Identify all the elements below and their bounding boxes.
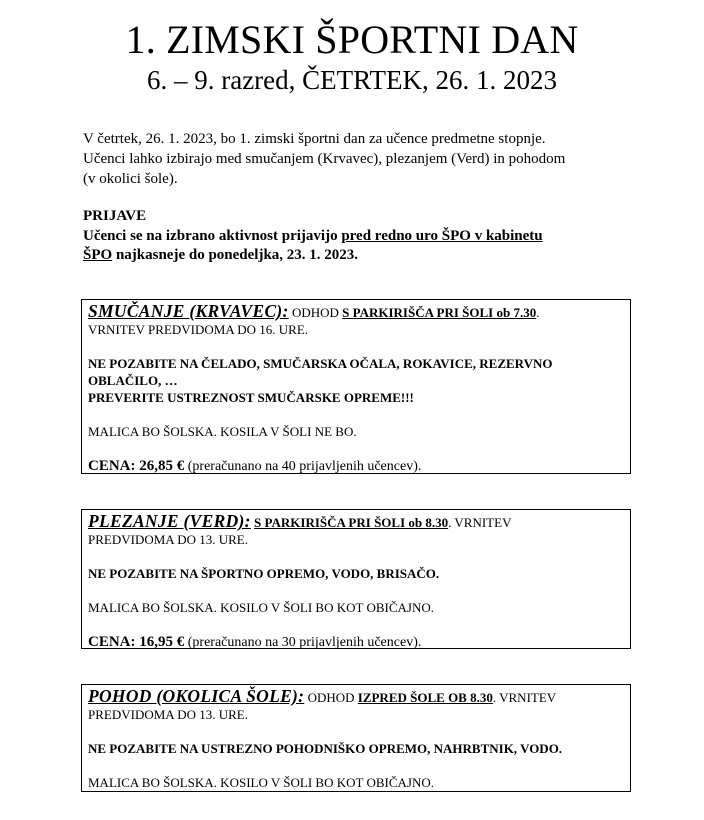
return-time: . VRNITEV [448,515,512,530]
meal-info: MALICA BO ŠOLSKA. KOSILO V ŠOLI BO KOT OBIČAJNO. [88,600,434,615]
departure-place: S PARKIRIŠČA PRI ŠOLI ob 8.30 [254,515,449,530]
return-time: PREDVIDOMA DO 13. URE. [88,532,248,547]
registration-place: pred redno uro ŠPO v kabinetu [341,227,543,244]
return-time: VRNITEV PREDVIDOMA DO 16. URE. [88,322,309,337]
reminder-line: NE POZABITE NA ŠPORTNO OPREMO, VODO, BRISAČO. [88,566,440,581]
registration-text-start: Učenci se na izbrano aktivnost prijavijo [83,227,342,244]
registration-text [83,227,653,266]
departure-end: . [536,305,540,320]
intro-line: (v okolici šole). [83,171,178,187]
intro-line: V četrtek, 26. 1. 2023, bo 1. zimski športni dan za učence predmetne stopnje. [83,131,546,147]
departure-label: ODHOD [304,690,358,705]
reminder-line: NE POZABITE NA USTREZNO POHODNIŠKO OPREMO, NAHRBTNIK, VODO. [88,741,563,756]
page-title: 1. ZIMSKI ŠPORTNI DAN [125,17,579,62]
page-subtitle: 6. – 9. razred, ČETRTEK, 26. 1. 2023 [146,65,558,95]
meal-info: MALICA BO ŠOLSKA. KOSILA V ŠOLI NE BO. [88,424,357,439]
registration-section [83,207,653,266]
activity-heading: POHOD (OKOLICA ŠOLE): [88,686,305,706]
activity-heading: PLEZANJE (VERD): [88,511,251,531]
reminder-line: PREVERITE USTREZNOST SMUČARSKE OPREME!!! [88,390,414,405]
registration-heading: PRIJAVE [83,208,147,224]
price-label: CENA: 26,85 € [88,458,185,474]
price-label: CENA: 16,95 € [88,634,185,650]
registration-place-end: ŠPO [83,247,113,263]
meal-info: MALICA BO ŠOLSKA. KOSILO V ŠOLI BO KOT OBIČAJNO. [88,775,434,790]
price-note: (preračunano na 40 prijavljenih učencev). [184,459,422,474]
return-time: . VRNITEV [492,690,557,705]
activity-box-climbing [81,509,631,649]
departure-place: IZPRED ŠOLE OB 8.30 [357,690,493,705]
activity-heading: SMUČANJE (KRVAVEC): [88,301,289,321]
activity-box-hiking [81,684,631,792]
registration-deadline: najkasneje do ponedeljka, 23. 1. 2023. [112,247,359,263]
return-time: PREDVIDOMA DO 13. URE. [88,707,248,722]
price-note: (preračunano na 30 prijavljenih učencev). [184,635,422,650]
reminder-line: OBLAČILO, … [88,373,178,388]
intro-paragraph [83,129,653,189]
departure-place: S PARKIRIŠČA PRI ŠOLI ob 7.30 [342,305,537,320]
departure-label: ODHOD [288,305,343,320]
activity-box-skiing [81,299,631,474]
intro-line: Učenci lahko izbirajo med smučanjem (Krvavec), plezanjem (Verd) in pohodom [83,151,566,167]
reminder-line: NE POZABITE NA ČELADO, SMUČARSKA OČALA, ROKAVICE, REZERVNO [88,356,553,371]
